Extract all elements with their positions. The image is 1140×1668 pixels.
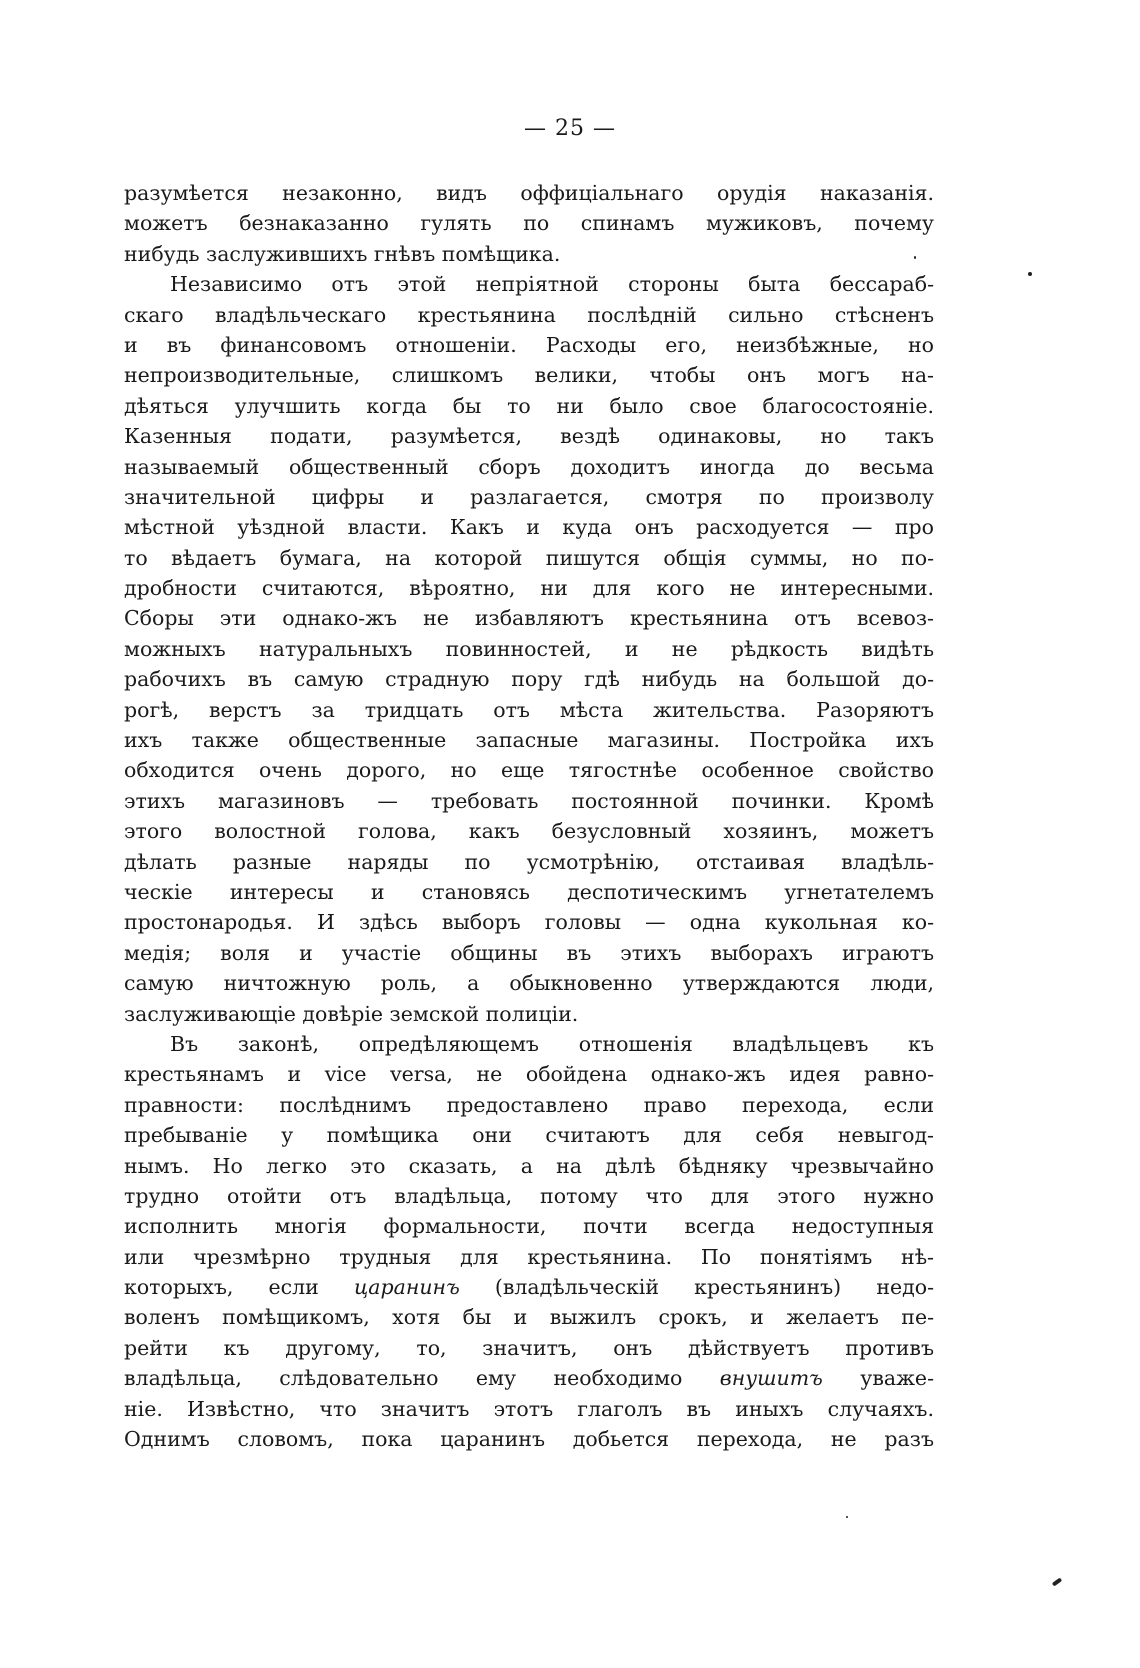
text-line: заслуживающіе довѣріе земской полиціи. [124, 1001, 579, 1026]
text-line: этого волостной голова, какъ безусловный хозяинъ, можетъ [124, 819, 934, 844]
text-run: которыхъ, если [124, 1275, 354, 1300]
text-line: можетъ безнаказанно гулять по спинамъ мужиковъ, почему [124, 211, 934, 236]
text-line: крестьянамъ и vice versa, не обойдена однако-жъ идея равно- [124, 1062, 934, 1087]
text-line: дѣяться улучшить когда бы то ни было свое благосостояніе. [124, 393, 934, 418]
text-line: называемый общественный сборъ доходитъ иногда до весьма [124, 454, 934, 479]
text-line: самую ничтожную роль, а обыкновенно утверждаются люди, [124, 971, 934, 996]
scan-speck [1052, 1577, 1062, 1586]
paragraph-2 [124, 269, 934, 1029]
text-line: скаго владѣльческаго крестьянина послѣдній сильно стѣсненъ [124, 302, 934, 327]
text-line-with-italic [124, 1363, 934, 1393]
text-line: разумѣется незаконно, видъ оффиціальнаго орудія наказанія. [124, 181, 934, 205]
scan-speck [914, 256, 916, 259]
text-line: Сборы эти однако-жъ не избавляютъ крестьянина отъ всевоз- [124, 606, 934, 631]
text-line: медія; воля и участіе общины въ этихъ выборахъ играютъ [124, 940, 934, 965]
text-line: исполнить многія формальности, почти всегда недоступныя [124, 1214, 934, 1239]
text-line-with-italic [124, 1272, 934, 1302]
text-line: трудно отойти отъ владѣльца, потому что для этого нужно [124, 1183, 934, 1208]
text-line: простонародья. И здѣсь выборъ головы — одна кукольная ко- [124, 910, 934, 935]
text-line: мѣстной уѣздной власти. Какъ и куда онъ расходуется — про [124, 515, 934, 540]
text-line: этихъ магазиновъ — требовать постоянной починки. Кромѣ [124, 788, 934, 813]
paragraph-3 [124, 1029, 934, 1454]
text-line: рабочихъ въ самую страдную пору гдѣ нибудь на большой до- [124, 667, 934, 692]
text-line: нымъ. Но легко это сказать, а на дѣлѣ бѣдняку чрезвычайно [124, 1153, 934, 1178]
text-line: рейти къ другому, то, значитъ, онъ дѣйствуетъ противъ [124, 1335, 934, 1360]
text-line: пребываніе у помѣщика они считаютъ для себя невыгод- [124, 1123, 934, 1148]
text-line: дѣлать разные наряды по усмотрѣнію, отстаивая владѣль- [124, 849, 934, 874]
italic-term: царанинъ [353, 1275, 460, 1300]
page-number: — 25 — [524, 116, 616, 141]
text-line: ніе. Извѣстно, что значитъ этотъ глаголъ въ иныхъ случаяхъ. [124, 1396, 934, 1421]
text-line: рогѣ, верстъ за тридцать отъ мѣста жительства. Разоряютъ [124, 697, 934, 722]
text-line: или чрезмѣрно трудныя для крестьянина. По понятіямъ нѣ- [124, 1244, 934, 1269]
text-line: и въ финансовомъ отношеніи. Расходы его, неизбѣжные, но [124, 332, 934, 357]
text-line: нибудь заслужившихъ гнѣвъ помѣщика. [124, 241, 561, 266]
text-line: обходится очень дорого, но еще тягостнѣе особенное свойство [124, 758, 934, 783]
text-line: Независимо отъ этой непріятной стороны быта бессараб- [170, 272, 934, 297]
text-run: (владѣльческій крестьянинъ) недо- [459, 1275, 934, 1300]
text-line: можныхъ натуральныхъ повинностей, и не рѣдкость видѣть [124, 636, 934, 661]
italic-term: внушитъ [719, 1366, 823, 1391]
text-line: то вѣдаетъ бумага, на которой пишутся общія суммы, но по- [124, 545, 934, 570]
text-line: значительной цифры и разлагается, смотря по произволу [124, 484, 934, 509]
text-line: ческіе интересы и становясь деспотическимъ угнетателемъ [124, 879, 934, 904]
scan-speck [1028, 272, 1032, 276]
text-line: Однимъ словомъ, пока царанинъ добьется перехода, не разъ [124, 1427, 934, 1452]
text-line: дробности считаются, вѣроятно, ни для кого не интересными. [124, 576, 934, 601]
text-line: Въ законѣ, опредѣляющемъ отношенія владѣльцевъ къ [170, 1031, 934, 1056]
text-line: воленъ помѣщикомъ, хотя бы и выжилъ срокъ, и желаетъ пе- [124, 1305, 934, 1330]
paragraph-1 [124, 178, 934, 269]
text-line: ихъ также общественные запасные магазины. Постройка ихъ [124, 728, 934, 753]
text-run: уваже- [822, 1366, 934, 1391]
text-line: непроизводительные, слишкомъ велики, чтобы онъ могъ на- [124, 363, 934, 388]
text-run: владѣльца, слѣдовательно ему необходимо [124, 1366, 720, 1391]
text-line: правности: послѣднимъ предоставлено право перехода, если [124, 1092, 934, 1117]
text-line: Казенныя подати, разумѣется, вездѣ одинаковы, но такъ [124, 424, 934, 449]
scan-speck [846, 1516, 848, 1518]
body-text [124, 178, 934, 1454]
